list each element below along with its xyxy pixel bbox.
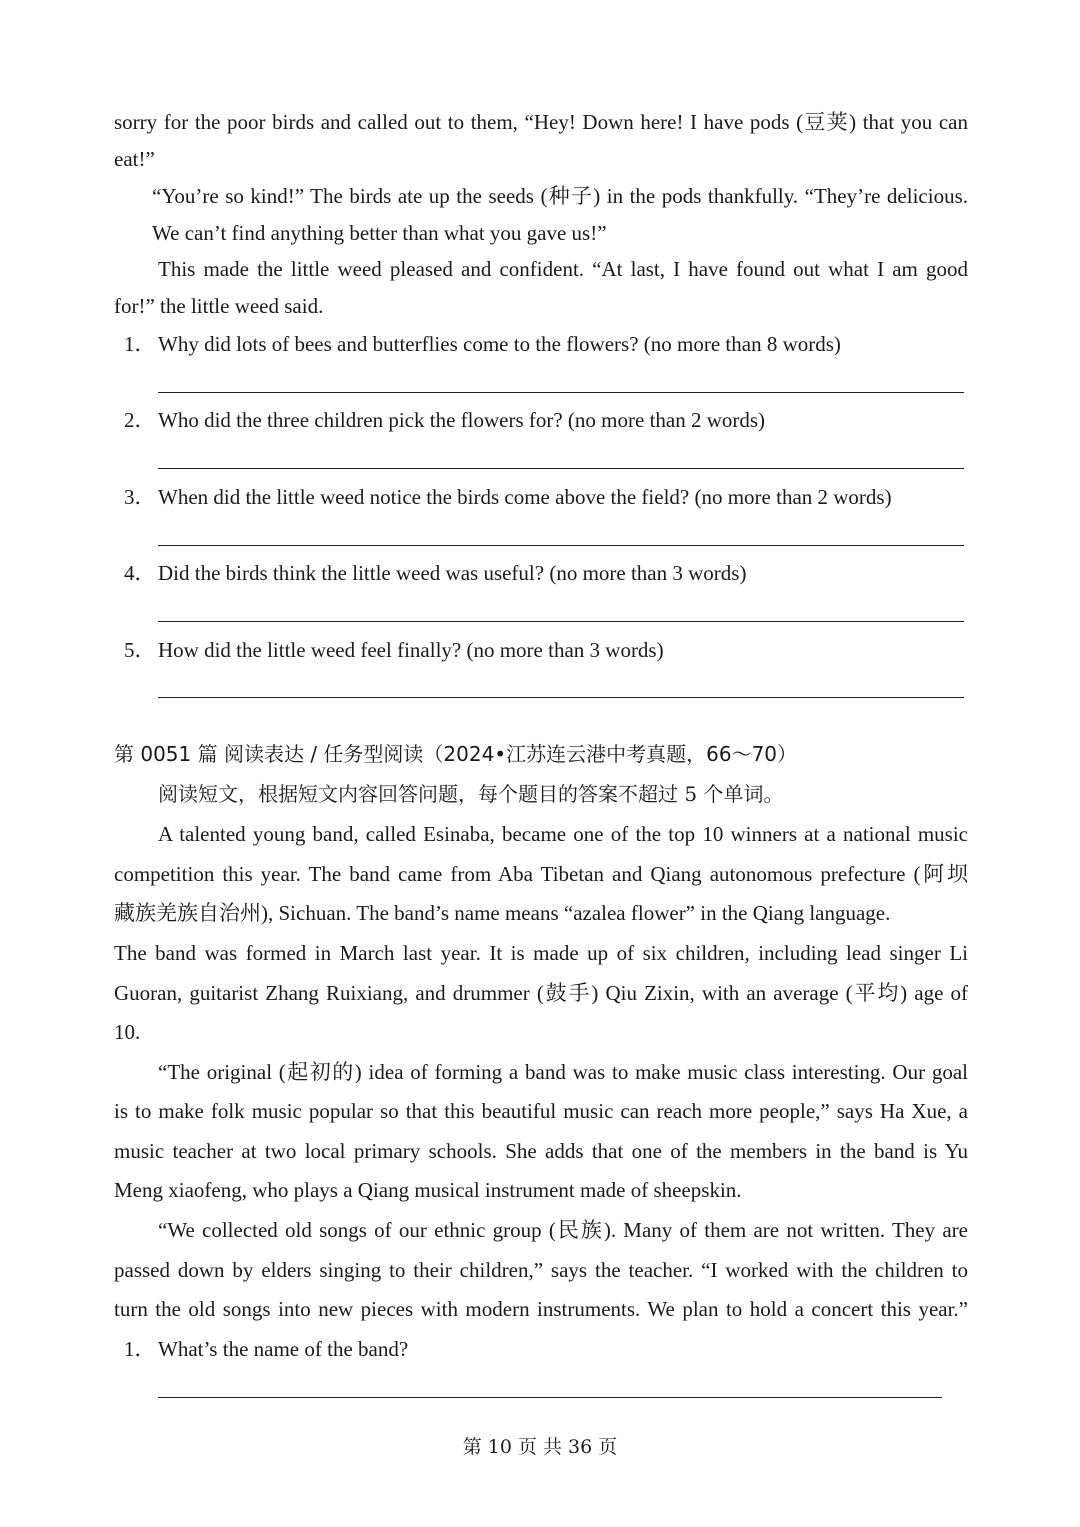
passage-line: eat!” <box>114 147 155 171</box>
answer-line[interactable] <box>158 392 964 393</box>
passage-line: competition this year. The band came from Aba Tibetan and Qiang autonomous prefecture (阿坝 <box>114 862 968 886</box>
passage-line: Meng xiaofeng, who plays a Qiang musical instrument made of sheepskin. <box>114 1178 742 1202</box>
passage-line: “The original (起初的) idea of forming a band was to make music class interesting. Our goal <box>158 1060 968 1084</box>
answer-line[interactable] <box>158 468 964 469</box>
passage-line: Guoran, guitarist Zhang Ruixiang, and drummer (鼓手) Qiu Zixin, with an average (平均) age of <box>114 981 968 1005</box>
passage-line: for!” the little weed said. <box>114 294 324 318</box>
question-text: Why did lots of bees and butterflies come to the flowers? (no more than 8 words) <box>158 332 841 356</box>
question-number: 4． <box>124 561 156 585</box>
section-heading-text: 第 0051 篇 阅读表达 / 任务型阅读（2024•江苏连云港中考真题，66～70） <box>114 742 798 766</box>
page-footer: 第 10 页 共 36 页 <box>462 1436 618 1458</box>
answer-line[interactable] <box>158 1397 942 1398</box>
answer-line[interactable] <box>158 621 964 622</box>
passage-line: A talented young band, called Esinaba, became one of the top 10 winners at a national music <box>158 822 968 846</box>
answer-line[interactable] <box>158 697 964 698</box>
answer-line[interactable] <box>158 545 964 546</box>
passage-line: “We collected old songs of our ethnic group (民族). Many of them are not written. They are <box>158 1218 968 1242</box>
passage-line: This made the little weed pleased and confident. “At last, I have found out what I am good <box>158 257 968 281</box>
question-text: What’s the name of the band? <box>158 1337 409 1361</box>
question-number: 2． <box>124 408 156 432</box>
passage-line: The band was formed in March last year. It is made up of six children, including lead singer Li <box>114 941 968 965</box>
section-heading <box>114 741 797 767</box>
question-number: 5． <box>124 638 156 662</box>
passage-line: passed down by elders singing to their children,” says the teacher. “I worked with the children to <box>114 1258 968 1282</box>
passage-line: We can’t find anything better than what you gave us!” <box>152 221 607 245</box>
question-text: How did the little weed feel finally? (no more than 3 words) <box>158 638 664 662</box>
passage-line: 10. <box>114 1020 141 1044</box>
passage-line: sorry for the poor birds and called out to them, “Hey! Down here! I have pods (豆荚) that you can <box>114 110 968 134</box>
question-text: Who did the three children pick the flowers for? (no more than 2 words) <box>158 408 766 432</box>
instruction-text: 阅读短文，根据短文内容回答问题，每个题目的答案不超过 5 个单词。 <box>158 782 784 806</box>
question-text: When did the little weed notice the birds come above the field? (no more than 2 words) <box>158 485 892 509</box>
question-text: Did the birds think the little weed was useful? (no more than 3 words) <box>158 561 747 585</box>
passage-line: turn the old songs into new pieces with modern instruments. We plan to hold a concert this year.” <box>114 1297 968 1321</box>
passage-line: is to make folk music popular so that this beautiful music can reach more people,” says Ha Xue, a <box>114 1099 968 1123</box>
passage-line: music teacher at two local primary schools. She adds that one of the members in the band is Yu <box>114 1139 968 1163</box>
question-number: 3． <box>124 485 156 509</box>
question-number: 1． <box>124 1337 156 1361</box>
passage-line: “You’re so kind!” The birds ate up the seeds (种子) in the pods thankfully. “They’re delicious. <box>152 184 968 208</box>
question-number: 1． <box>124 332 156 356</box>
passage-line: 藏族羌族自治州), Sichuan. The band’s name means “azalea flower” in the Qiang language. <box>114 901 891 925</box>
